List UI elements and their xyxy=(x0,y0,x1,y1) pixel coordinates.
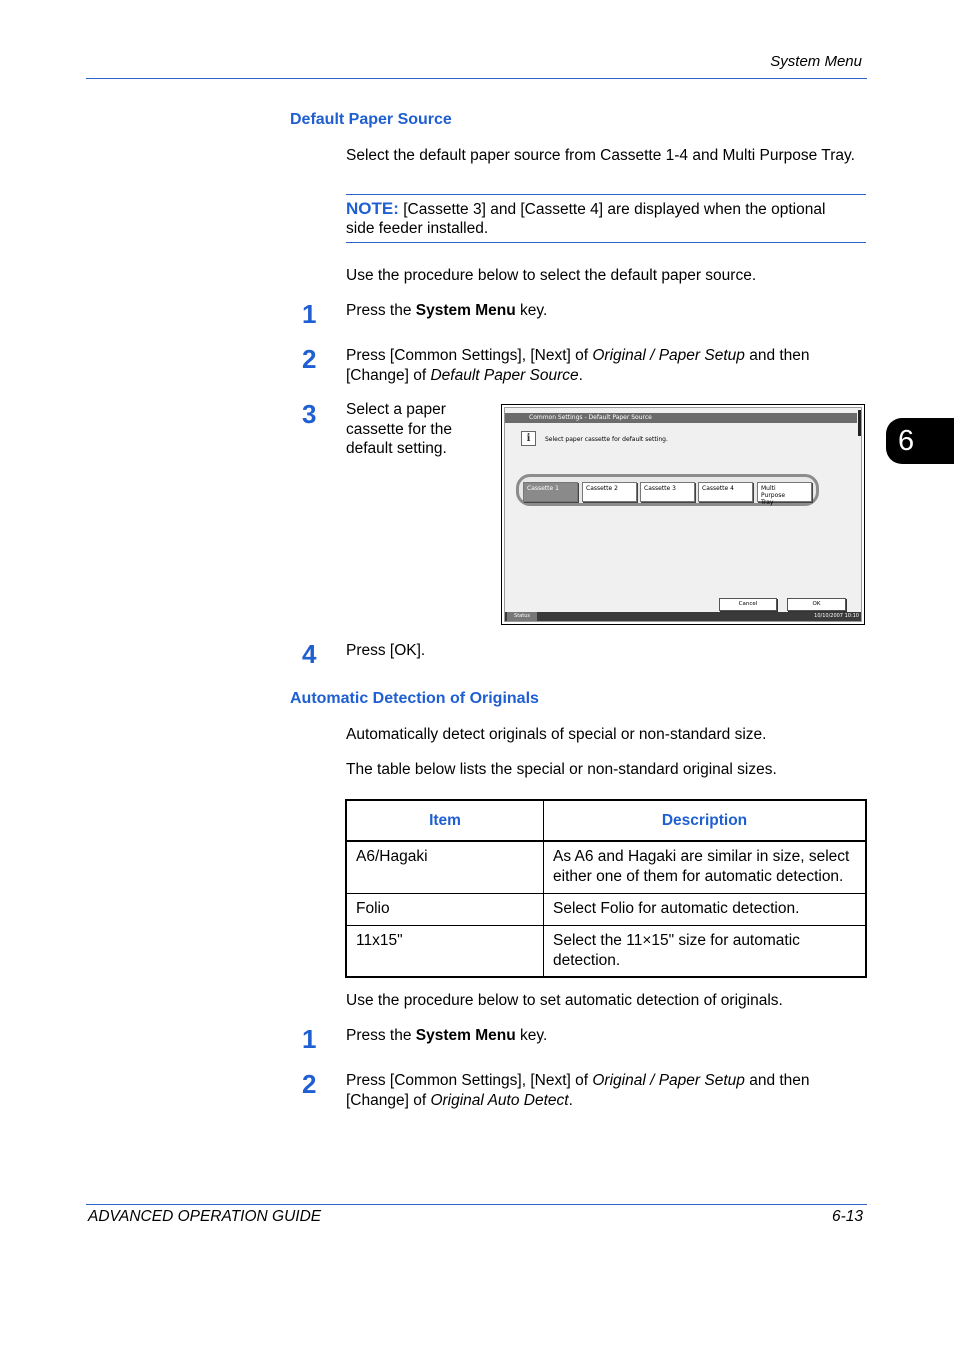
section-title-default-paper-source: Default Paper Source xyxy=(290,111,452,128)
step-text-part: key. xyxy=(515,1027,548,1044)
key-name: System Menu xyxy=(415,302,516,319)
table-row xyxy=(346,893,866,925)
cassette-selector xyxy=(516,474,819,506)
table-row xyxy=(346,841,866,893)
panel-message: Select paper cassette for default setting. xyxy=(545,436,668,443)
status-bar xyxy=(505,612,861,621)
note-text: [Cassette 3] and [Cassette 4] are displayed when the optional side feeder installed. xyxy=(346,201,826,237)
original-sizes-table xyxy=(345,799,867,978)
step-text-part: Press the xyxy=(346,1027,416,1044)
section1-intro: Select the default paper source from Cassette 1-4 and Multi Purpose Tray. xyxy=(346,147,855,164)
menu-name: Original / Paper Setup xyxy=(592,1072,745,1089)
table-cell: 11x15" xyxy=(346,925,544,977)
step-text-part: Press [Common Settings], [Next] of xyxy=(346,347,593,364)
step-text-part: . xyxy=(568,1092,573,1109)
table-cell: As A6 and Hagaki are similar in size, select either one of them for automatic detection. xyxy=(544,841,867,893)
ok-button[interactable]: OK xyxy=(787,598,846,611)
section2-intro: Automatically detect originals of special or non-standard size. xyxy=(346,726,767,743)
table-lead: The table below lists the special or non-standard original sizes. xyxy=(346,761,777,778)
note-box xyxy=(346,194,866,243)
step-text: Press [OK]. xyxy=(346,642,426,659)
chapter-tab: 6 xyxy=(886,418,954,464)
panel-screen xyxy=(504,407,862,622)
step-text-part: . xyxy=(578,367,583,384)
status-button[interactable]: Status xyxy=(507,612,537,621)
table-cell: A6/Hagaki xyxy=(346,841,544,893)
footer-rule xyxy=(86,1204,867,1205)
running-header: System Menu xyxy=(770,53,862,70)
step-text-part: Press [Common Settings], [Next] of xyxy=(346,1072,593,1089)
step-number: 1 xyxy=(302,1024,317,1054)
info-icon: i xyxy=(521,431,536,446)
step-number: 3 xyxy=(302,399,317,429)
header-rule xyxy=(86,78,867,79)
cassette-3-button[interactable]: Cassette 3 xyxy=(640,482,695,502)
section2-lead: Use the procedure below to set automatic detection of originals. xyxy=(346,992,783,1009)
column-header-item: Item xyxy=(346,800,544,841)
step-text xyxy=(346,1026,547,1046)
note-label: NOTE: xyxy=(346,199,399,218)
table-cell: Folio xyxy=(346,893,544,925)
step-number: 1 xyxy=(302,299,317,329)
step-text xyxy=(346,301,547,321)
cassette-2-button[interactable]: Cassette 2 xyxy=(582,482,637,502)
cassette-1-button[interactable]: Cassette 1 xyxy=(523,482,578,502)
section1-lead: Use the procedure below to select the default paper source. xyxy=(346,267,757,284)
control-panel-screenshot xyxy=(501,404,865,625)
panel-scrollbar[interactable] xyxy=(858,410,861,436)
step-text-part: Press the xyxy=(346,302,416,319)
cancel-button[interactable]: Cancel xyxy=(719,598,777,611)
column-header-description: Description xyxy=(544,800,867,841)
step-text xyxy=(346,346,846,386)
footer-guide-title: ADVANCED OPERATION GUIDE xyxy=(88,1208,322,1225)
section-title-auto-detection: Automatic Detection of Originals xyxy=(290,690,539,707)
panel-title: Common Settings - Default Paper Source xyxy=(505,413,857,423)
step-number: 4 xyxy=(302,639,317,669)
note-text-block xyxy=(346,199,851,238)
cassette-4-button[interactable]: Cassette 4 xyxy=(698,482,753,502)
page-number: 6-13 xyxy=(831,1208,863,1225)
table-cell: Select the 11×15" size for automatic detection. xyxy=(544,925,867,977)
step-text xyxy=(346,1071,846,1111)
step-text-part: and then [Change] of xyxy=(346,347,810,384)
step-text-part: and then [Change] of xyxy=(346,1072,810,1109)
table-row xyxy=(346,925,866,977)
step-text: Select a paper cassette for the default setting. xyxy=(346,401,452,457)
table-header-row xyxy=(346,800,866,841)
menu-name: Default Paper Source xyxy=(430,367,579,384)
menu-name: Original / Paper Setup xyxy=(592,347,745,364)
table-cell: Select Folio for automatic detection. xyxy=(544,893,867,925)
key-name: System Menu xyxy=(415,1027,516,1044)
menu-name: Original Auto Detect xyxy=(430,1092,569,1109)
multi-purpose-tray-button[interactable]: Multi Purpose Tray xyxy=(757,482,812,502)
step-number: 2 xyxy=(302,344,317,374)
step-text-part: key. xyxy=(515,302,548,319)
status-datetime: 10/10/2007 10:10 xyxy=(814,613,859,619)
step-number: 2 xyxy=(302,1069,317,1099)
